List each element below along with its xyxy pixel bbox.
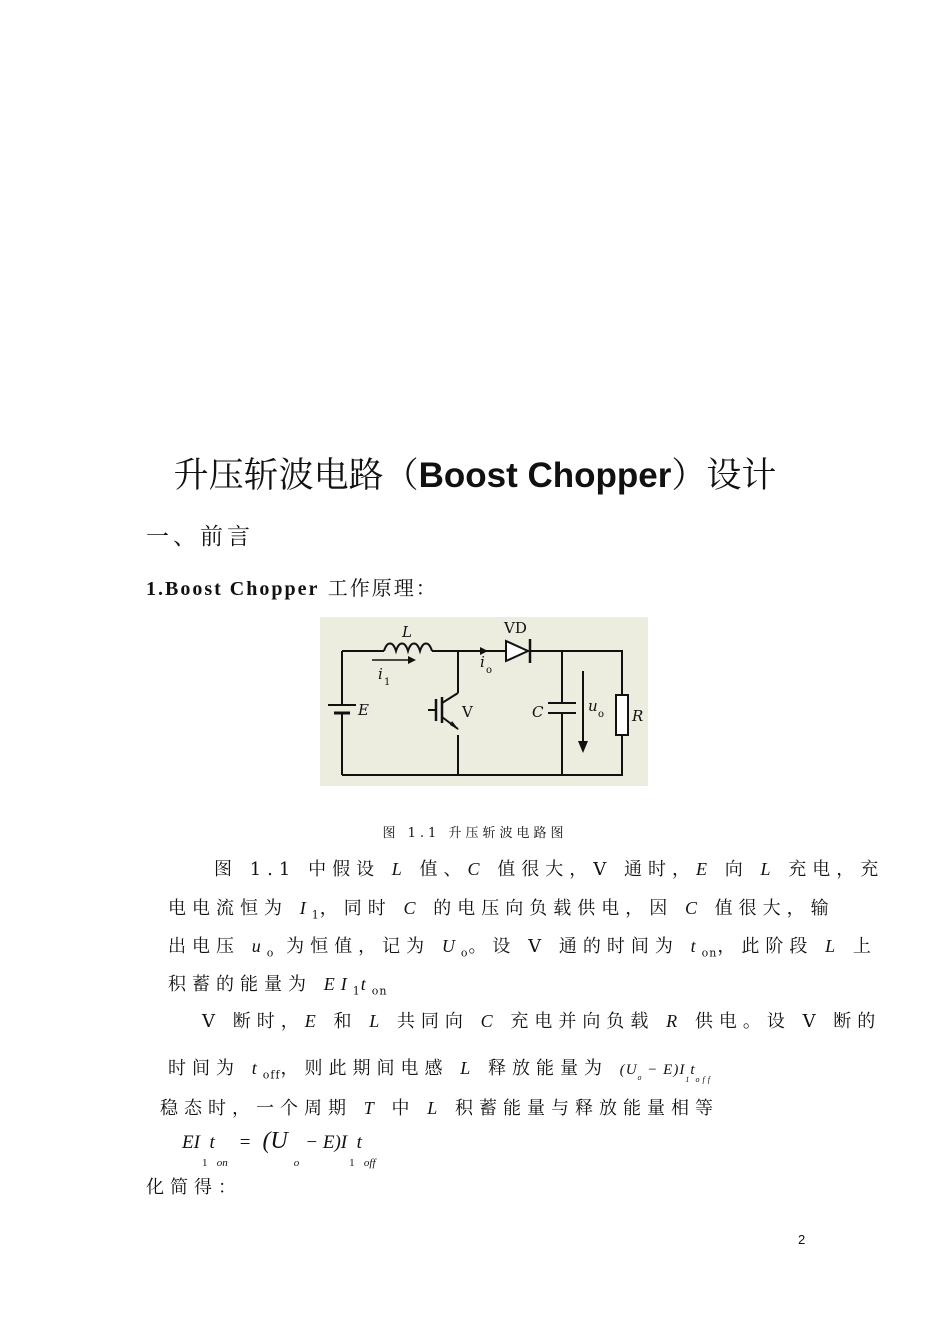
label-uo-sub: o xyxy=(598,709,605,720)
var-C: C xyxy=(467,859,486,879)
resistor-body xyxy=(616,695,628,735)
text: 电电流恒为 xyxy=(168,898,300,919)
para2-line1 xyxy=(202,1007,881,1033)
title-en: Boost Chopper xyxy=(418,456,672,495)
text: V 断时， xyxy=(202,1011,305,1032)
var-L: L xyxy=(760,859,777,879)
label-io-sub: o xyxy=(486,665,493,676)
boost-circuit-diagram xyxy=(320,617,648,786)
text: 出电压 xyxy=(168,936,252,957)
text: 充电并向负载 xyxy=(498,1011,667,1032)
text: 中 xyxy=(379,1098,428,1119)
text: 图 1.1 中假设 xyxy=(214,859,392,880)
eq-t: t xyxy=(209,1132,215,1153)
text: 积蓄的能量为 xyxy=(168,974,324,995)
var-t: t xyxy=(690,936,702,956)
var-U: U xyxy=(441,936,461,956)
text: 释放能量为 xyxy=(476,1058,620,1079)
eq-sub-1: 1 xyxy=(349,1157,355,1169)
text: 共同向 xyxy=(385,1011,481,1032)
steady-state-line xyxy=(160,1094,719,1120)
text: 充电，充 xyxy=(776,859,885,880)
diagram-background xyxy=(320,617,648,786)
simplify-line: 化简得： xyxy=(146,1177,242,1198)
subsection-heading xyxy=(146,572,438,601)
energy-balance-equation xyxy=(182,1128,376,1169)
var-L: L xyxy=(391,859,408,879)
sub-1: 1 xyxy=(311,908,320,922)
text: 。设 V 通的时间为 xyxy=(468,936,691,957)
subsection-cn: 工作原理： xyxy=(319,576,438,600)
var-I: I xyxy=(299,898,312,918)
text: 向 xyxy=(713,859,761,880)
label-i1-sub: 1 xyxy=(384,677,391,688)
para1-line1 xyxy=(214,855,884,881)
section-heading: 一、前言 xyxy=(146,524,254,550)
text: 和 xyxy=(321,1011,370,1032)
label-V: V xyxy=(462,703,473,721)
var-L: L xyxy=(825,936,842,956)
var-T: T xyxy=(363,1098,380,1118)
var-u: u xyxy=(251,936,267,956)
label-E: E xyxy=(358,701,369,719)
eq-lhs: EI xyxy=(182,1132,200,1153)
figure-caption: 图 1.1 升压斩波电路图 xyxy=(382,826,568,841)
subsection-en: 1.Boost Chopper xyxy=(146,578,320,600)
sub-o: o xyxy=(460,946,469,960)
sub-on: on xyxy=(371,984,388,998)
expr-t: t xyxy=(690,1062,696,1078)
para1-line4 xyxy=(168,970,387,998)
var-E: E xyxy=(304,1011,322,1031)
sub-1: 1 xyxy=(352,984,361,998)
text: 稳态时，一个周期 xyxy=(160,1098,364,1119)
text: 值很大，输 xyxy=(702,898,835,919)
sub-o: o xyxy=(266,946,275,960)
sub-off: off xyxy=(695,1075,713,1084)
eq-t: t xyxy=(356,1132,362,1153)
eq-rhs-open: (U xyxy=(262,1128,288,1154)
text: 上 xyxy=(841,936,877,957)
eq-rhs-mid: − E)I xyxy=(305,1132,348,1153)
label-VD: VD xyxy=(504,619,527,637)
para1-line3 xyxy=(168,932,877,960)
release-energy-expr xyxy=(619,1062,713,1084)
text: 的电压向负载供电，因 xyxy=(421,898,685,919)
text: 为恒值，记为 xyxy=(274,936,442,957)
eq-sub-1: 1 xyxy=(201,1157,208,1169)
var-t: t xyxy=(251,1058,263,1078)
var-EI: EI xyxy=(323,974,353,994)
label-uo: u xyxy=(588,697,598,715)
text: 积蓄能量与释放能量相等 xyxy=(443,1098,719,1119)
para1-line2 xyxy=(168,894,835,922)
eq-sub-o: o xyxy=(293,1157,300,1169)
label-R: R xyxy=(632,707,644,725)
expr-mid: − E)I xyxy=(642,1062,686,1078)
label-C: C xyxy=(532,703,544,721)
var-C: C xyxy=(403,898,422,918)
var-t: t xyxy=(360,974,372,994)
text: 值很大，V 通时， xyxy=(485,859,697,880)
var-L: L xyxy=(369,1011,386,1031)
text: ，此阶段 xyxy=(717,936,826,957)
var-C: C xyxy=(480,1011,499,1031)
eq-equals: = xyxy=(239,1132,251,1153)
para2-line2 xyxy=(168,1054,713,1084)
var-R: R xyxy=(666,1011,684,1031)
sub-o: o xyxy=(637,1073,643,1082)
expr-open: (U xyxy=(619,1062,638,1078)
var-L: L xyxy=(427,1098,444,1118)
page-number: 2 xyxy=(798,1232,806,1247)
text: 供电。设 V 断的 xyxy=(683,1011,882,1032)
sub-off: off xyxy=(262,1068,281,1082)
page-title xyxy=(0,448,950,498)
var-L: L xyxy=(460,1058,477,1078)
text: 值、 xyxy=(407,859,468,880)
label-i1: i xyxy=(378,665,383,683)
text: ，同时 xyxy=(319,898,404,919)
label-io: i xyxy=(480,653,485,671)
text: 时间为 xyxy=(168,1058,252,1079)
eq-sub-off: off xyxy=(363,1157,376,1169)
sub-1: 1 xyxy=(685,1075,691,1084)
sub-on: on xyxy=(701,946,718,960)
eq-sub-on: on xyxy=(216,1157,228,1169)
var-C: C xyxy=(684,898,703,918)
label-L: L xyxy=(402,623,412,641)
title-suffix: ）设计 xyxy=(671,456,777,496)
text: ，则此期间电感 xyxy=(280,1058,461,1079)
title-prefix: 升压斩波电路（ xyxy=(173,456,419,496)
var-E: E xyxy=(696,859,714,879)
